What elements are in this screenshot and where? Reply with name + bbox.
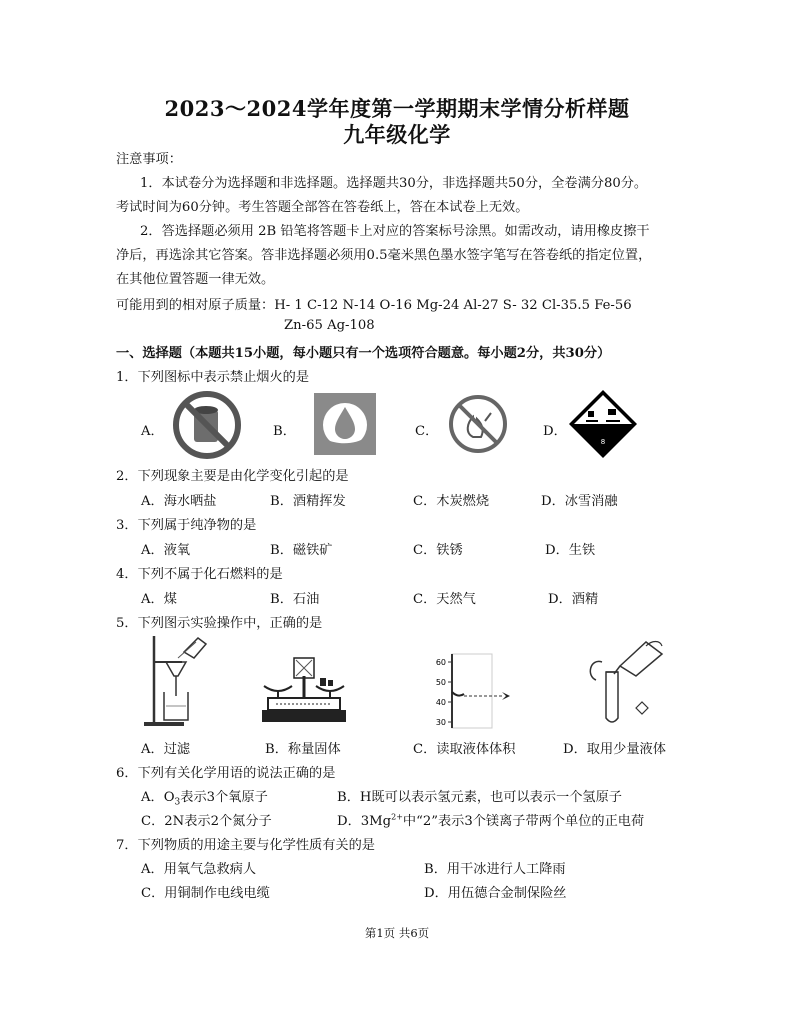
graduated-cylinder-image [424,652,512,730]
cylinder-tick-40: 40 [435,698,446,707]
q6-option-b: B．H既可以表示氢元素，也可以表示一个氢原子 [337,790,622,805]
notice-p2-line1: 2．答选择题必须用 2B 铅笔将答题卡上对应的答案标号涂黑。如需改动，请用橡皮擦干 [140,224,650,239]
q3-stem: 3．下列属于纯净物的是 [116,518,257,533]
filtration-apparatus-image [140,632,212,728]
svg-text:8: 8 [600,438,606,446]
q6-option-d: D．$3Mg^{2+}$中“2”表示3个镁离子带两个单位的正电荷 [337,812,645,829]
cylinder-tick-60: 60 [435,658,446,667]
q1-stem: 1．下列图标中表示禁止烟火的是 [116,370,310,385]
q3-option-c: C．铁锈 [413,543,463,558]
exam-subtitle: 九年级化学 [343,122,451,147]
q2-option-d: D．冰雪消融 [541,494,618,509]
q2-option-c: C．木炭燃烧 [413,494,490,509]
q4-option-b: B．石油 [270,592,320,607]
q3-option-a: A．液氧 [141,543,191,558]
atomic-mass-line2: Zn-65 Ag-108 [284,318,375,333]
q7-option-a: A．用氧气急救病人 [141,862,257,877]
q1-option-d: D． [543,424,567,439]
q3-option-b: B．磁铁矿 [270,543,333,558]
q4-option-d: D．酒精 [548,592,599,607]
q4-option-c: C．天然气 [413,592,476,607]
q7-stem: 7．下列物质的用途主要与化学性质有关的是 [116,838,375,853]
q5-option-d: D．取用少量液体 [563,742,666,757]
cylinder-tick-50: 50 [435,678,446,687]
balance-scale-image [256,652,352,726]
q1-option-a: A． [141,424,164,439]
atomic-mass-line1: 可能用到的相对原子质量：H- 1 C-12 N-14 O-16 Mg-24 Al-27 S- 32 Cl-35.5 Fe-56 [116,298,632,313]
q4-option-a: A．煤 [141,592,177,607]
q2-stem: 2．下列现象主要是由化学变化引起的是 [116,469,349,484]
water-drop-hand-icon [314,393,376,455]
q1-option-c: C． [415,424,439,439]
q6-option-c: C．2N表示2个氮分子 [141,814,272,829]
q3-option-d: D．生铁 [545,543,596,558]
notice-p2-line3: 在其他位置答题一律无效。 [116,272,275,287]
test-tube-pouring-image [576,632,666,728]
no-barrel-icon [172,390,242,460]
q5-option-c: C．读取液体体积 [413,742,516,757]
no-fire-icon [447,393,509,455]
q7-option-b: B．用干冰进行人工降雨 [424,862,566,877]
q5-option-b: B．称量固体 [265,742,341,757]
notice-p1-line1: 1．本试卷分为选择题和非选择题。选择题共30分，非选择题共50分，全卷满分80分。 [140,176,648,191]
section1-heading: 一、选择题（本题共15小题，每小题只有一个选项符合题意。每小题2分，共30分） [116,346,611,361]
q5-option-a: A．过滤 [141,742,191,757]
q6-option-a: A．$O_3$表示3个氧原子 [141,790,268,808]
notice-p1-line2: 考试时间为60分钟。考生答题全部答在答卷纸上，答在本试卷上无效。 [116,200,529,215]
q7-option-c: C．用铜制作电线电缆 [141,886,270,901]
q5-stem: 5．下列图示实验操作中，正确的是 [116,616,323,631]
notice-p2-line2: 净后，再选涂其它答案。答非选择题必须用0.5毫米黑色墨水签字笔写在答卷纸的指定位置， [116,248,652,263]
exam-title: 2023～2024学年度第一学期期末学情分析样题 [164,96,630,121]
corrosive-icon [568,389,638,459]
q1-option-b: B． [273,424,296,439]
cylinder-tick-30: 30 [435,718,446,727]
q6-stem: 6．下列有关化学用语的说法正确的是 [116,766,336,781]
q7-option-d: D．用伍德合金制保险丝 [424,886,567,901]
notice-heading: 注意事项： [116,152,182,167]
q2-option-b: B．酒精挥发 [270,494,346,509]
page-footer: 第1页 共6页 [364,926,430,940]
q4-stem: 4．下列不属于化石燃料的是 [116,567,283,582]
q2-option-a: A．海水晒盐 [141,494,217,509]
